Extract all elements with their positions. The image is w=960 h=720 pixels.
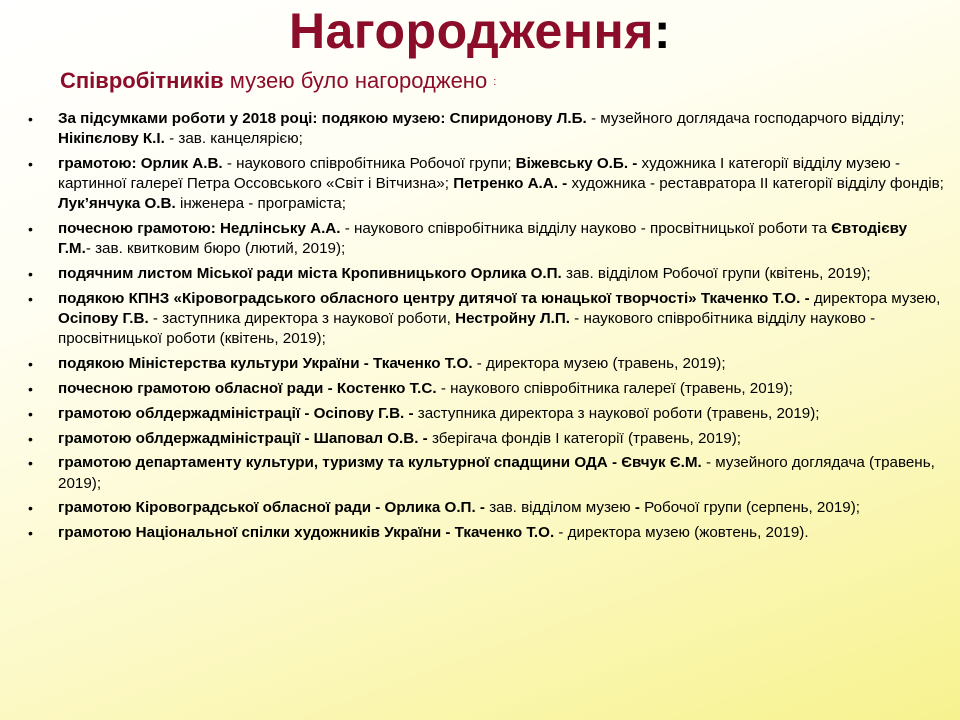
- award-item-text: заступника директора з наукової роботи (травень, 2019);: [413, 404, 820, 422]
- award-item-text: Робочої групи (серпень, 2019);: [639, 499, 860, 517]
- award-item-bold-text: подячним листом Міської ради міста Кропивницького Орлика О.П.: [58, 265, 562, 283]
- award-item-text: директора музею,: [809, 290, 941, 307]
- award-item-bold-text: Петренко А.А. -: [453, 175, 568, 193]
- award-item-bold-text: -: [634, 499, 640, 517]
- award-item-bold-text: За підсумками роботи у 2018 році: подякою музею: Спиридонову Л.Б.: [58, 110, 587, 127]
- award-item-bold-text: грамотою департаменту культури, туризму та культурної спадщини ОДА - Євчук Є.М.: [58, 454, 702, 472]
- award-item-text: інженера - програміста;: [175, 195, 346, 213]
- award-item-text: - зав. канцелярією;: [164, 130, 303, 148]
- bullet-icon: •: [28, 356, 33, 373]
- award-item-bold-text: подякою Міністерства культури України - Ткаченко Т.О.: [58, 355, 473, 373]
- bullet-icon: •: [28, 221, 33, 238]
- award-item-bold-text: почесною грамотою обласної ради - Костенко Т.С.: [58, 380, 437, 397]
- subtitle-text: музею було нагороджено: [223, 68, 494, 93]
- bullet-icon: •: [28, 430, 33, 447]
- award-item-bold-text: Нікіпєлову К.І.: [58, 130, 165, 148]
- award-item-bold-text: Лук’янчука О.В.: [58, 195, 176, 213]
- award-item-text: художника І категорії відділу музею - картинної галереї Петра Оссовського «Світ і Вітчизна»;: [58, 155, 901, 193]
- award-item: [22, 404, 944, 424]
- award-item-bold-text: Осіпову Г.В.: [58, 310, 149, 328]
- award-item-bold-text: грамотою облдержадміністрації - Осіпову Г.В. -: [58, 404, 414, 422]
- award-item-bold-text: Нестройну Л.П.: [455, 310, 570, 328]
- award-item: [22, 289, 944, 350]
- award-item-text: - музейного доглядача (травень, 2019);: [58, 454, 935, 492]
- award-item-text: - музейного доглядача господарчого відділу;: [586, 110, 905, 127]
- award-item: [22, 523, 944, 543]
- award-item: [22, 429, 944, 449]
- award-item-text: художника - реставратора ІІ категорії відділу фондів;: [567, 175, 944, 193]
- bullet-icon: •: [28, 405, 33, 422]
- award-item-bold-text: грамотою облдержадміністрації - Шаповал О.В. -: [58, 429, 428, 447]
- award-item: [22, 264, 944, 284]
- bullet-icon: •: [28, 525, 33, 542]
- award-item-text: зав. відділом Робочої групи (квітень, 2019);: [561, 265, 871, 283]
- award-item-text: - наукового співробітника відділу науково - просвітницької роботи (квітень, 2019);: [58, 310, 876, 348]
- award-item: [22, 219, 944, 259]
- award-item: [22, 354, 944, 374]
- bullet-icon: •: [28, 381, 33, 397]
- award-item-bold-text: подякою КПНЗ «Кіровоградського обласного центру дитячої та юнацької творчості» Ткаченко Т.О. -: [58, 290, 810, 307]
- bullet-icon: •: [28, 111, 33, 127]
- bullet-icon: •: [28, 455, 33, 472]
- award-item-text: - зав. квитковим бюро (лютий, 2019);: [85, 240, 346, 258]
- award-item-bold-text: грамотою Кіровоградської обласної ради - Орлика О.П. -: [58, 499, 485, 517]
- bullet-icon: •: [28, 156, 33, 172]
- slide-title: [0, 2, 960, 60]
- slide-title-text: Нагородження: [288, 3, 654, 59]
- award-item: [22, 498, 944, 518]
- slide-title-colon: :: [653, 3, 672, 59]
- award-item-text: - директора музею (жовтень, 2019).: [554, 524, 809, 542]
- award-item: [22, 109, 944, 149]
- award-item-bold-text: Євтодієву Г.М.: [58, 220, 908, 258]
- award-item-text: - наукового співробітника галереї (травень, 2019);: [436, 380, 793, 397]
- slide-subtitle: [60, 68, 496, 94]
- award-item-text: - наукового співробітника Робочої групи;: [222, 155, 516, 172]
- award-item-bold-text: грамотою: Орлик А.В.: [58, 155, 223, 172]
- award-item-text: зав. відділом музею: [484, 499, 635, 517]
- award-item-text: зберігача фондів І категорії (травень, 2019);: [427, 429, 742, 447]
- award-item: [22, 453, 944, 493]
- bullet-icon: •: [28, 500, 33, 517]
- award-item-bold-text: грамотою Національної спілки художників України - Ткаченко Т.О.: [58, 524, 555, 542]
- award-item-text: - директора музею (травень, 2019);: [472, 355, 726, 373]
- award-item-bold-text: Віжевську О.Б. -: [515, 155, 638, 172]
- award-item-text: - заступника директора з наукової роботи,: [148, 310, 456, 328]
- award-item: [22, 154, 944, 215]
- bullet-icon: •: [28, 291, 33, 307]
- award-item: [22, 379, 944, 399]
- subtitle-strong: Співробітників: [60, 68, 224, 93]
- award-item-text: - наукового співробітника відділу науково - просвітницької роботи та: [340, 220, 832, 238]
- award-list: [22, 109, 944, 548]
- bullet-icon: •: [28, 266, 33, 283]
- subtitle-colon: :: [493, 76, 497, 89]
- award-item-bold-text: почесною грамотою: Недлінську А.А.: [58, 220, 341, 238]
